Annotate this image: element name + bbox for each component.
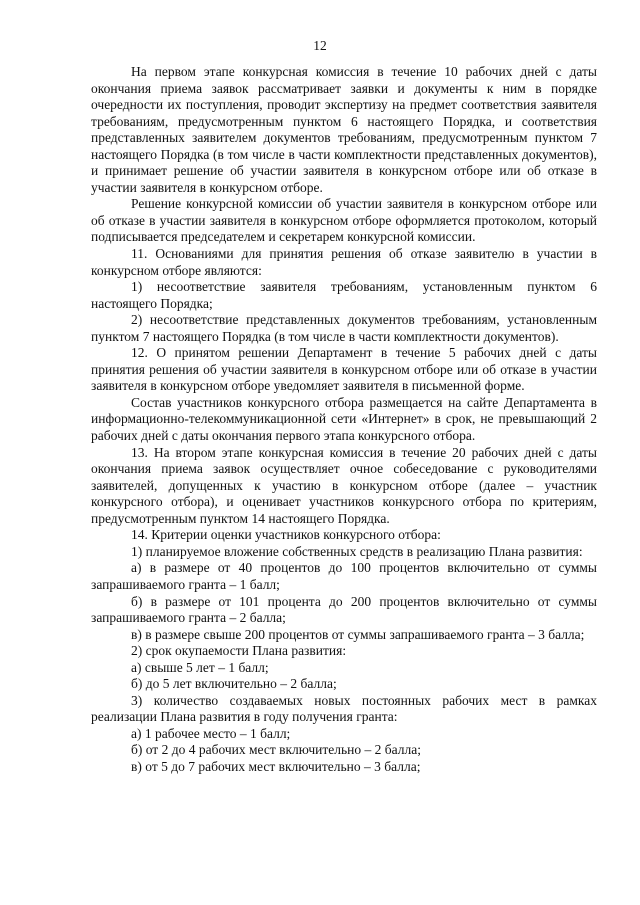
paragraph-criterion-3: 3) количество создаваемых новых постоянных рабочих мест в рамках реализации Плана развития в году получения гранта: <box>91 692 597 725</box>
paragraph-first-stage: На первом этапе конкурсная комиссия в течение 10 рабочих дней с даты окончания приема заявок рассматривает заявки и документы к ним в порядке очередности их поступления, проводит экспертизу на предмет соответствия заявителя требованиям, предусмотренным пунктом 6 настоящего Порядка, и соответствия представленных заявителем документов требованиям, предусмотренным пунктом 7 настоящего Порядка (в том числе в части комплектности представленных документов), и принимает решение об участии заявителя в конкурсном отборе или об отказе в участии заявителя в конкурсном отборе. <box>91 64 597 195</box>
paragraph-criterion-1c: в) в размере свыше 200 процентов от суммы запрашиваемого гранта – 3 балла; <box>131 626 585 642</box>
paragraph-criterion-2b: б) до 5 лет включительно – 2 балла; <box>131 676 337 692</box>
paragraph-criterion-3c: в) от 5 до 7 рабочих мест включительно – 3 балла; <box>131 758 421 774</box>
paragraph-criterion-3b: б) от 2 до 4 рабочих мест включительно – 2 балла; <box>131 742 421 758</box>
paragraph-criterion-1b: б) в размере от 101 процента до 200 процентов включительно от суммы запрашиваемого гранта – 2 балла; <box>91 593 597 626</box>
paragraph-item-11-1: 1) несоответствие заявителя требованиям, установленным пунктом 6 настоящего Порядка; <box>91 279 597 311</box>
paragraph-criterion-1a: а) в размере от 40 процентов до 100 процентов включительно от суммы запрашиваемого гранта – 1 балл; <box>91 560 597 592</box>
paragraph-item-12: 12. О принятом решении Департамент в течение 5 рабочих дней с даты принятия решения об участии заявителя в конкурсном отборе или об отказе в участии заявителя в конкурсном отборе уведомляет заявителя в письменной форме. <box>91 345 597 394</box>
page-number: 12 <box>313 38 327 53</box>
paragraph-item-13: 13. На втором этапе конкурсная комиссия в течение 20 рабочих дней с даты окончания приема заявок осуществляет очное собеседование с руководителями заявителей, допущенных к участию в конкурсном отборе (далее – участник конкурсного отбора), и оценивает участников конкурсного отбора по критериям, предусмотренным пунктом 14 настоящего Порядка. <box>91 444 597 526</box>
paragraph-item-11: 11. Основаниями для принятия решения об отказе заявителю в участии в конкурсном отборе являются: <box>91 246 597 278</box>
paragraph-commission-decision: Решение конкурсной комиссии об участии заявителя в конкурсном отборе или об отказе в участии заявителя в конкурсном отборе оформляется протоколом, который подписывается председателем и секретарем конкурсной комиссии. <box>91 196 597 245</box>
paragraph-item-14: 14. Критерии оценки участников конкурсного отбора: <box>131 527 441 543</box>
paragraph-participants-list: Состав участников конкурсного отбора размещается на сайте Департамента в информационно-телекоммуникационной сети «Интернет» в срок, не превышающий 2 рабочих дней с даты окончания первого этапа конкурсного отбора. <box>91 394 597 444</box>
document-body <box>91 64 597 776</box>
paragraph-criterion-2: 2) срок окупаемости Плана развития: <box>131 643 347 659</box>
paragraph-criterion-3a: а) 1 рабочее место – 1 балл; <box>131 725 291 741</box>
paragraph-item-11-2: 2) несоответствие представленных документов требованиям, установленным пунктом 7 настоящего Порядка (в том числе в части комплектности документов). <box>91 312 597 344</box>
paragraph-criterion-1: 1) планируемое вложение собственных средств в реализацию Плана развития: <box>131 543 583 559</box>
paragraph-criterion-2a: а) свыше 5 лет – 1 балл; <box>131 659 269 675</box>
